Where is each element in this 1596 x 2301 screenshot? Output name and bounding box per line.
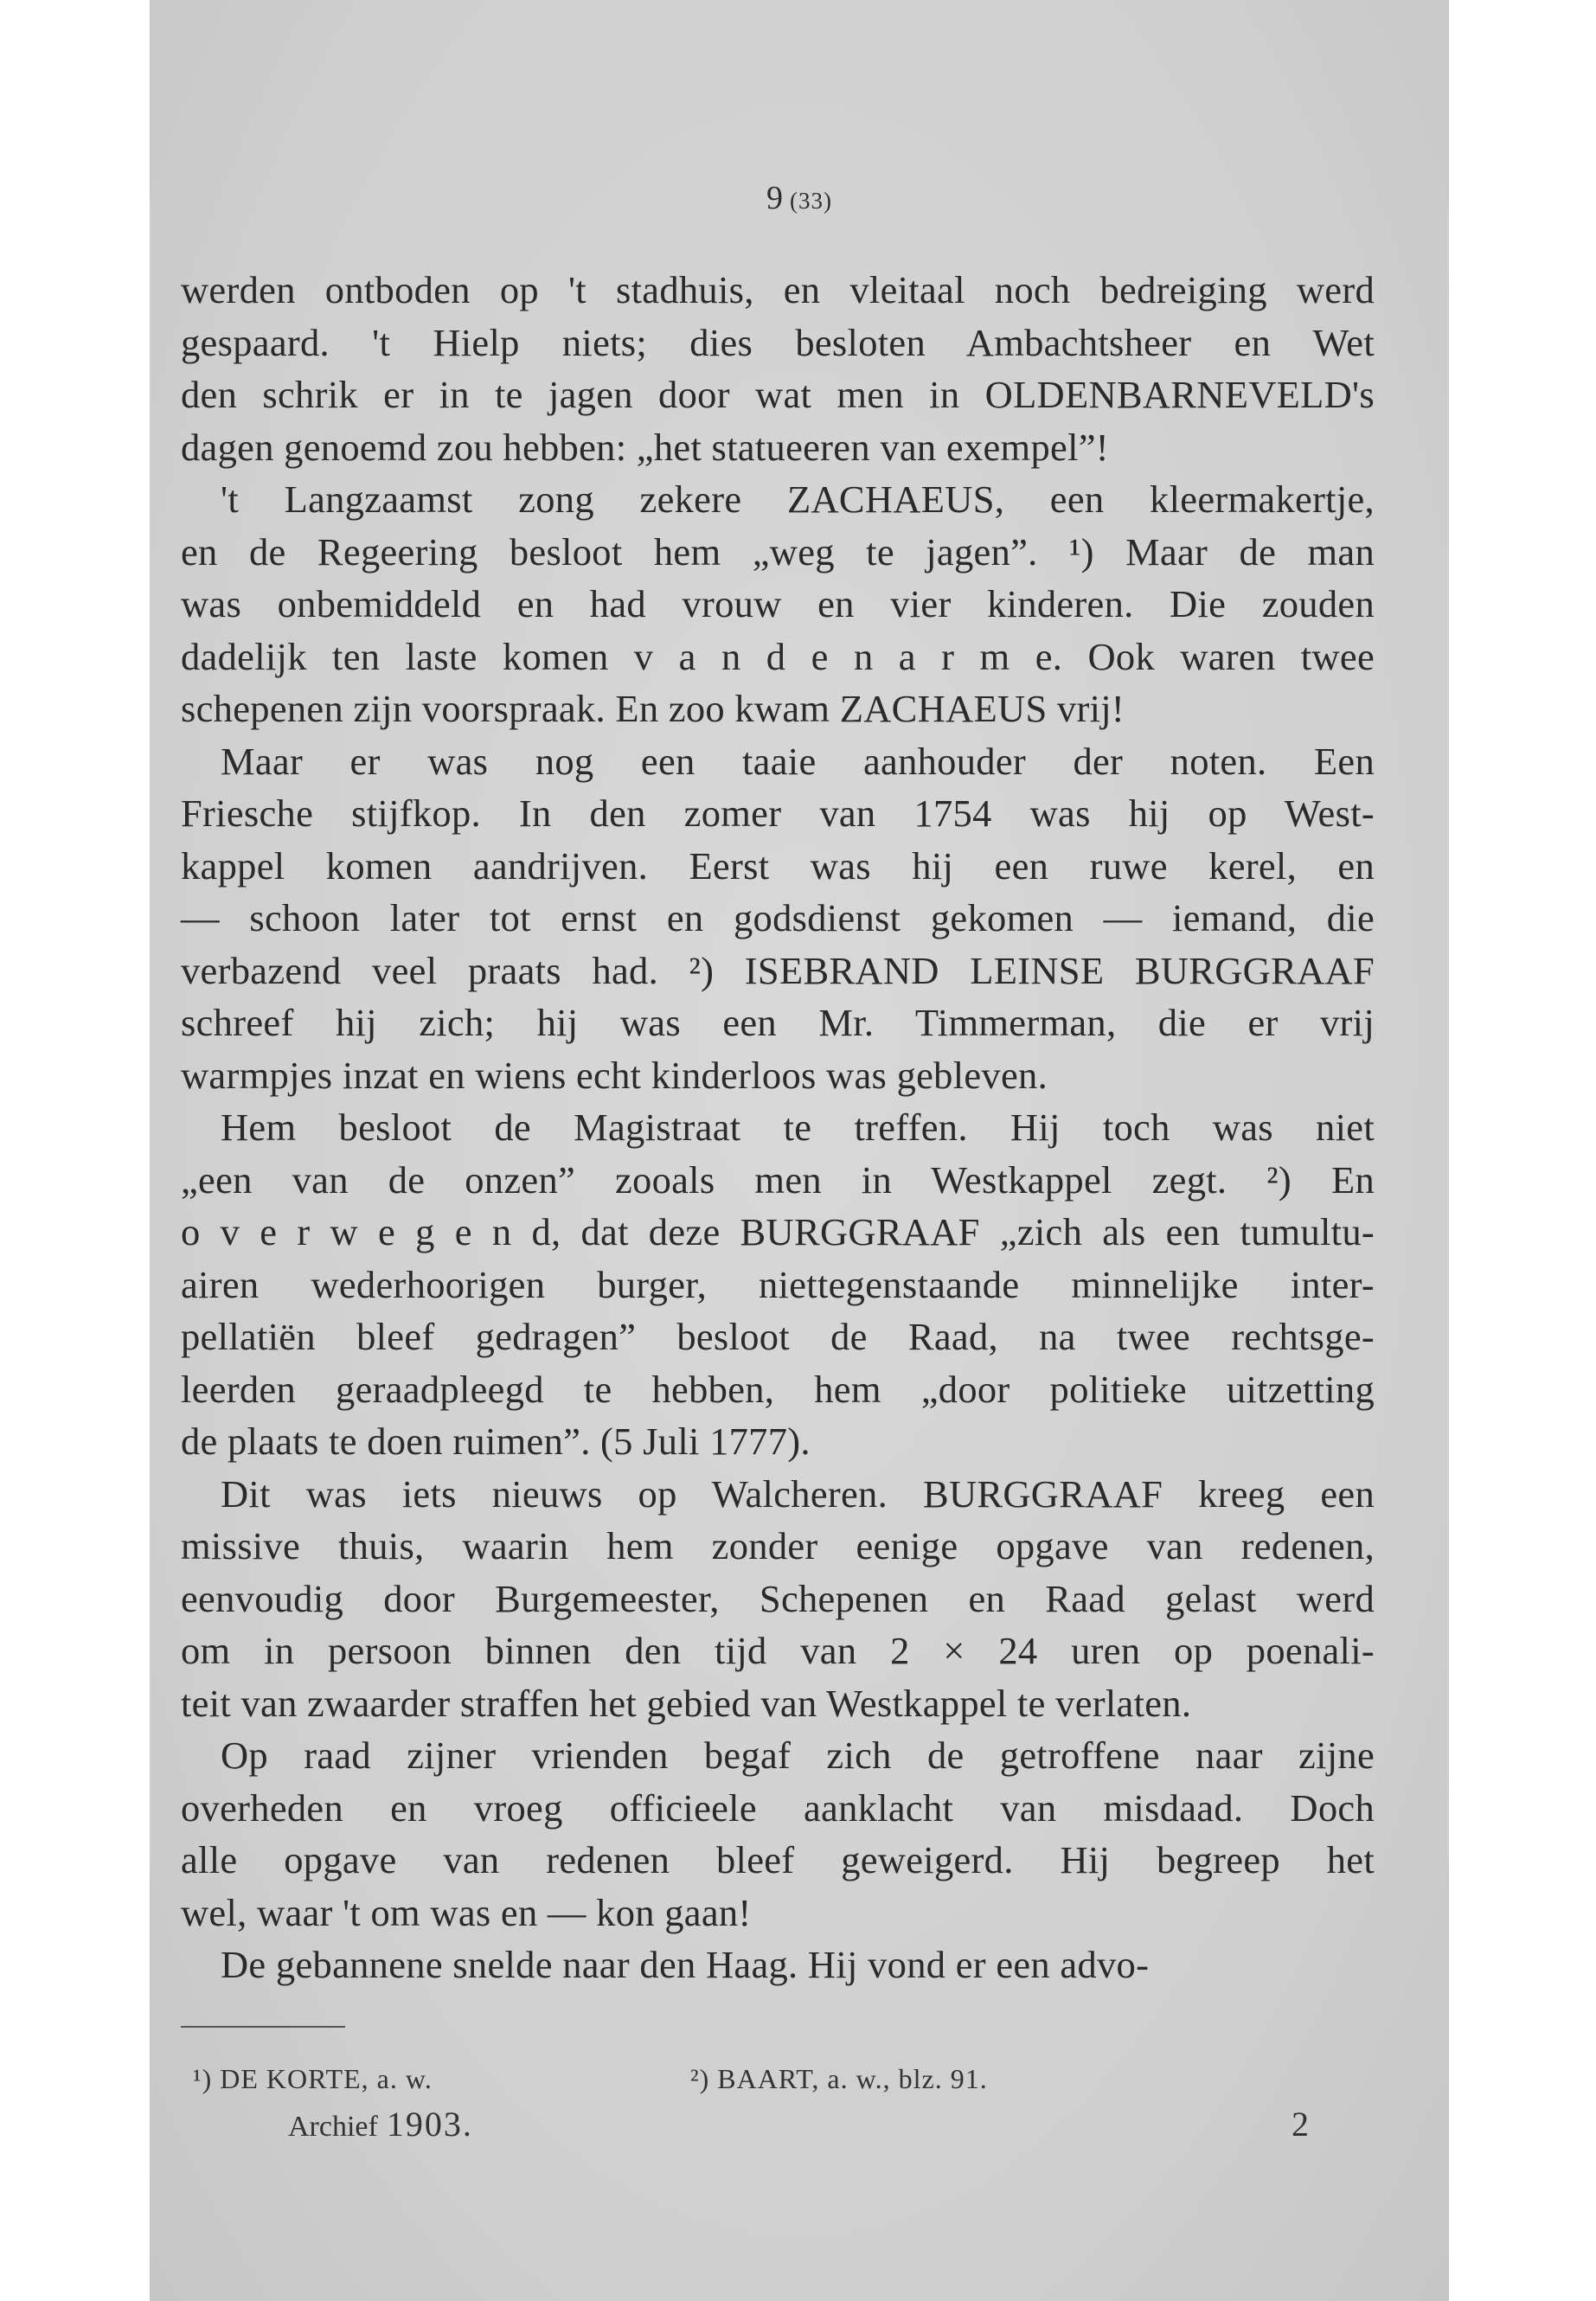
text-line: werden ontboden op 't stadhuis, en vleitaal noch bedreiging werd [181,268,1375,311]
text-line: Dit was iets nieuws op Walcheren. BURGGRAAF kreeg een [221,1471,1375,1516]
text-line: schreef hij zich; hij was een Mr. Timmerman, die er vrij [181,1001,1375,1044]
text-line: schepenen zijn voorspraak. En zoo kwam ZACHAEUS vrij! [181,687,1125,730]
signature-year: 1903. [386,2105,473,2144]
text-line: — schoon later tot ernst en godsdienst gekomen — iemand, die [181,896,1375,939]
text-line: o v e r w e g e n d, dat deze BURGGRAAF „zich als een tumultu- [181,1210,1375,1253]
text-line: alle opgave van redenen bleef geweigerd. Hij begreep het [181,1838,1375,1881]
text-line: de plaats te doen ruimen”. (5 Juli 1777). [181,1420,811,1463]
text-line: missive thuis, waarin hem zonder eenige opgave van redenen, [181,1524,1375,1567]
text-line: De gebannene snelde naar den Haag. Hij vond er een advo- [221,1943,1150,1986]
text-line: om in persoon binnen den tijd van 2 × 24 uren op poenali- [181,1629,1375,1672]
body-text [181,264,1375,1991]
footnote-rule [181,2026,345,2028]
text-line: „een van de onzen” zooals men in Westkappel zegt. ²) En [181,1157,1375,1202]
text-line: airen wederhoorigen burger, niettegenstaande minnelijke inter- [181,1262,1375,1306]
text-line: den schrik er in te jagen door wat men in OLDENBARNEVELD's [181,373,1375,416]
text-line: dadelijk ten laste komen v a n d e n a r m e. Ook waren twee [181,634,1375,678]
text-line: was onbemiddeld en had vrouw en vier kinderen. Die zouden [181,582,1375,625]
scanned-page [150,0,1449,2301]
text-line: warmpjes inzat en wiens echt kinderloos was gebleven. [181,1053,1048,1097]
text-line: kappel komen aandrijven. Eerst was hij een ruwe kerel, en [181,843,1375,888]
page-number: 9 [766,180,783,216]
signature-label: Archief [288,2111,378,2143]
footnote-1: ¹) DE KORTE, a. w. [193,2063,433,2094]
original-page-number: (33) [790,188,832,214]
signature-line [288,2104,1309,2144]
text-line: dagen genoemd zou hebben: „het statueeren van exempel”! [181,425,1109,469]
text-line: Maar er was nog een taaie aanhouder der noten. Een [221,739,1375,783]
signature-sheet-number: 2 [1292,2105,1309,2144]
text-line: leerden geraadpleegd te hebben, hem „door politieke uitzetting [181,1367,1375,1411]
text-line: wel, waar 't om was en — kon gaan! [181,1890,752,1934]
text-line: Friesche stijfkop. In den zomer van 1754 was hij op West- [181,792,1375,835]
text-line: Hem besloot de Magistraat te treffen. Hij toch was niet [221,1106,1375,1149]
text-line: eenvoudig door Burgemeester, Schepenen en Raad gelast werd [181,1576,1375,1620]
text-line: verbazend veel praats had. ²) ISEBRAND LEINSE BURGGRAAF [181,948,1375,992]
text-line: Op raad zijner vrienden begaf zich de getroffene naar zijne [221,1734,1375,1777]
text-line: 't Langzaamst zong zekere ZACHAEUS, een kleermakertje, [221,478,1375,521]
text-line: overheden en vroeg officieele aanklacht van misdaad. Doch [181,1785,1375,1830]
page-header [150,179,1449,217]
text-line: pellatiën bleef gedragen” besloot de Raad, na twee rechtsge- [181,1315,1375,1358]
text-line: teit van zwaarder straffen het gebied van Westkappel te verlaten. [181,1681,1192,1725]
text-line: en de Regeering besloot hem „weg te jagen”. ¹) Maar de man [181,529,1375,574]
text-line: gespaard. 't Hielp niets; dies besloten Ambachtsheer en Wet [181,320,1375,364]
footnote-2: ²) BAART, a. w., blz. 91. [690,2063,988,2094]
